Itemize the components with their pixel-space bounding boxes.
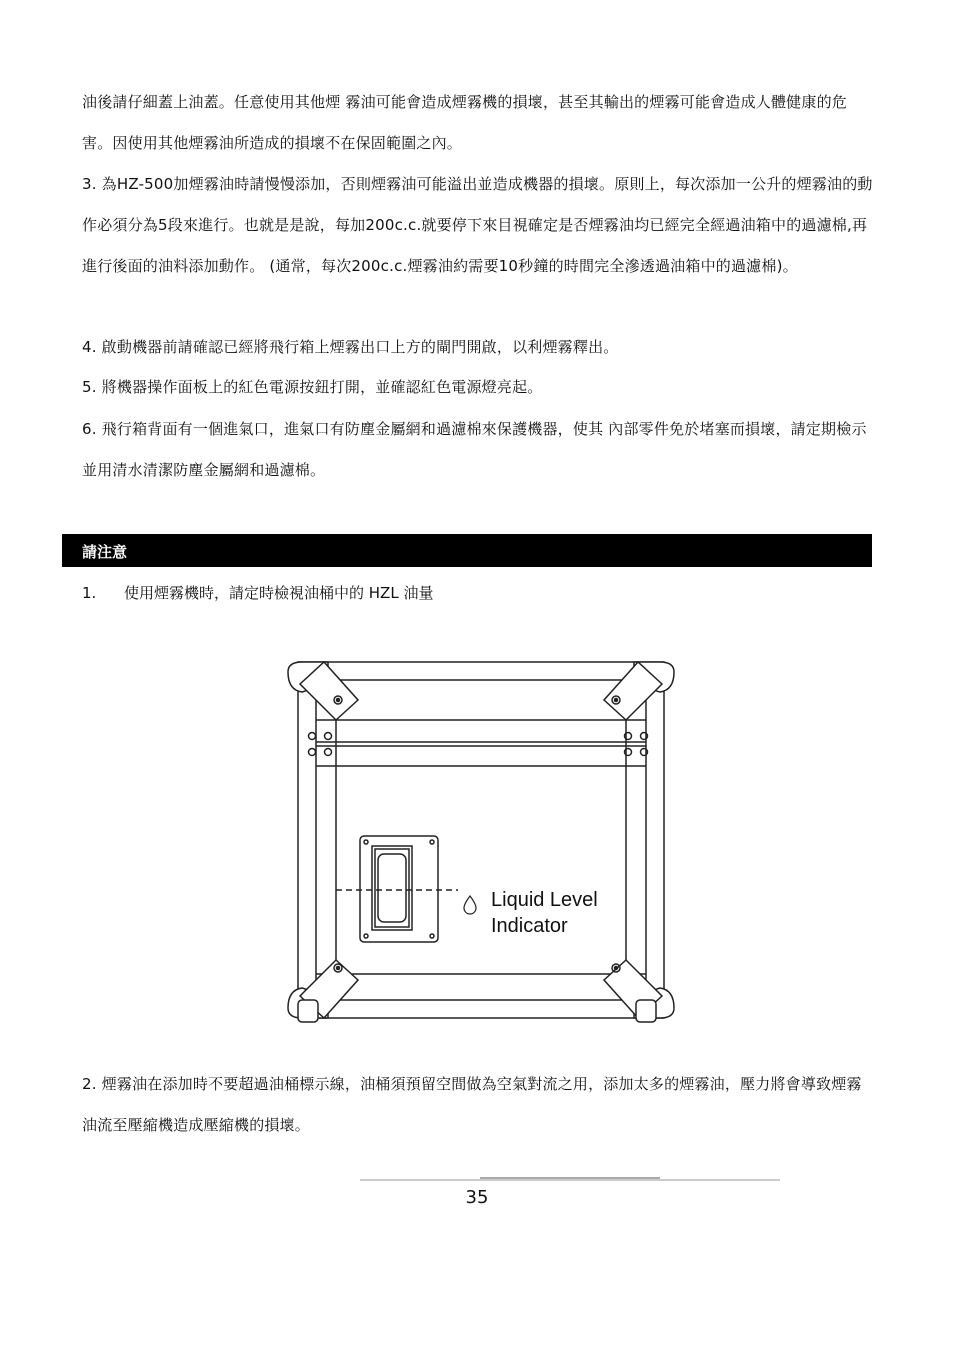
notice-item-1 [82, 580, 433, 606]
footer-divider [360, 1176, 780, 1184]
page-number: 35 [465, 1187, 489, 1208]
notice-item-1-text: 使用煙霧機時，請定時檢視油桶中的 HZL 油量 [124, 584, 434, 602]
notice-item-2: 2. 煙霧油在添加時不要超過油桶標示線，油桶須預留空間做為空氣對流之用，添加太多的煙霧油，壓力將會導致煙霧油流至壓縮機造成壓縮機的損壞。 [82, 1075, 862, 1134]
paragraph-step-3: 3. 為HZ-500加煙霧油時請慢慢添加，否則煙霧油可能溢出並造成機器的損壞。原則上，每次添加一公升的煙霧油的動作必須分為5段來進行。也就是是說，每加200c.c.就要停下來目視確定是否煙霧油均已經完全經過油箱中的過濾棉,再進行後面的油料添加動作。 (通常，每次200c.c.煙霧油約需要10秒鐘的時間完全滲透過油箱中的過濾棉)。 [82, 175, 873, 275]
paragraph-step-5: 5. 將機器操作面板上的紅色電源按鈕打開，並確認紅色電源燈亮起。 [82, 378, 543, 396]
notice-heading: 請注意 [82, 543, 128, 561]
paragraph-step-6: 6. 飛行箱背面有一個進氣口，進氣口有防塵金屬網和過濾棉來保護機器，使其 內部零件免於堵塞而損壞，請定期檢示並用清水清潔防塵金屬網和過濾棉。 [82, 420, 867, 479]
flight-case-diagram [280, 650, 680, 1030]
label-line-1: Liquid Level [491, 889, 598, 911]
paragraph-step-4: 4. 啟動機器前請確認已經將飛行箱上煙霧出口上方的閘門開啟，以利煙霧釋出。 [82, 338, 619, 356]
paragraph-oil-cap: 油後請仔細蓋上油蓋。任意使用其他煙 霧油可能會造成煙霧機的損壞，甚至其輸出的煙霧可能會造成人體健康的危害。因使用其他煙霧油所造成的損壞不在保固範圍之內。 [82, 93, 847, 152]
label-line-2: Indicator [491, 915, 568, 937]
liquid-level-indicator-label [491, 887, 598, 939]
notice-heading-bar [62, 534, 872, 567]
notice-item-1-number: 1. [82, 584, 97, 602]
